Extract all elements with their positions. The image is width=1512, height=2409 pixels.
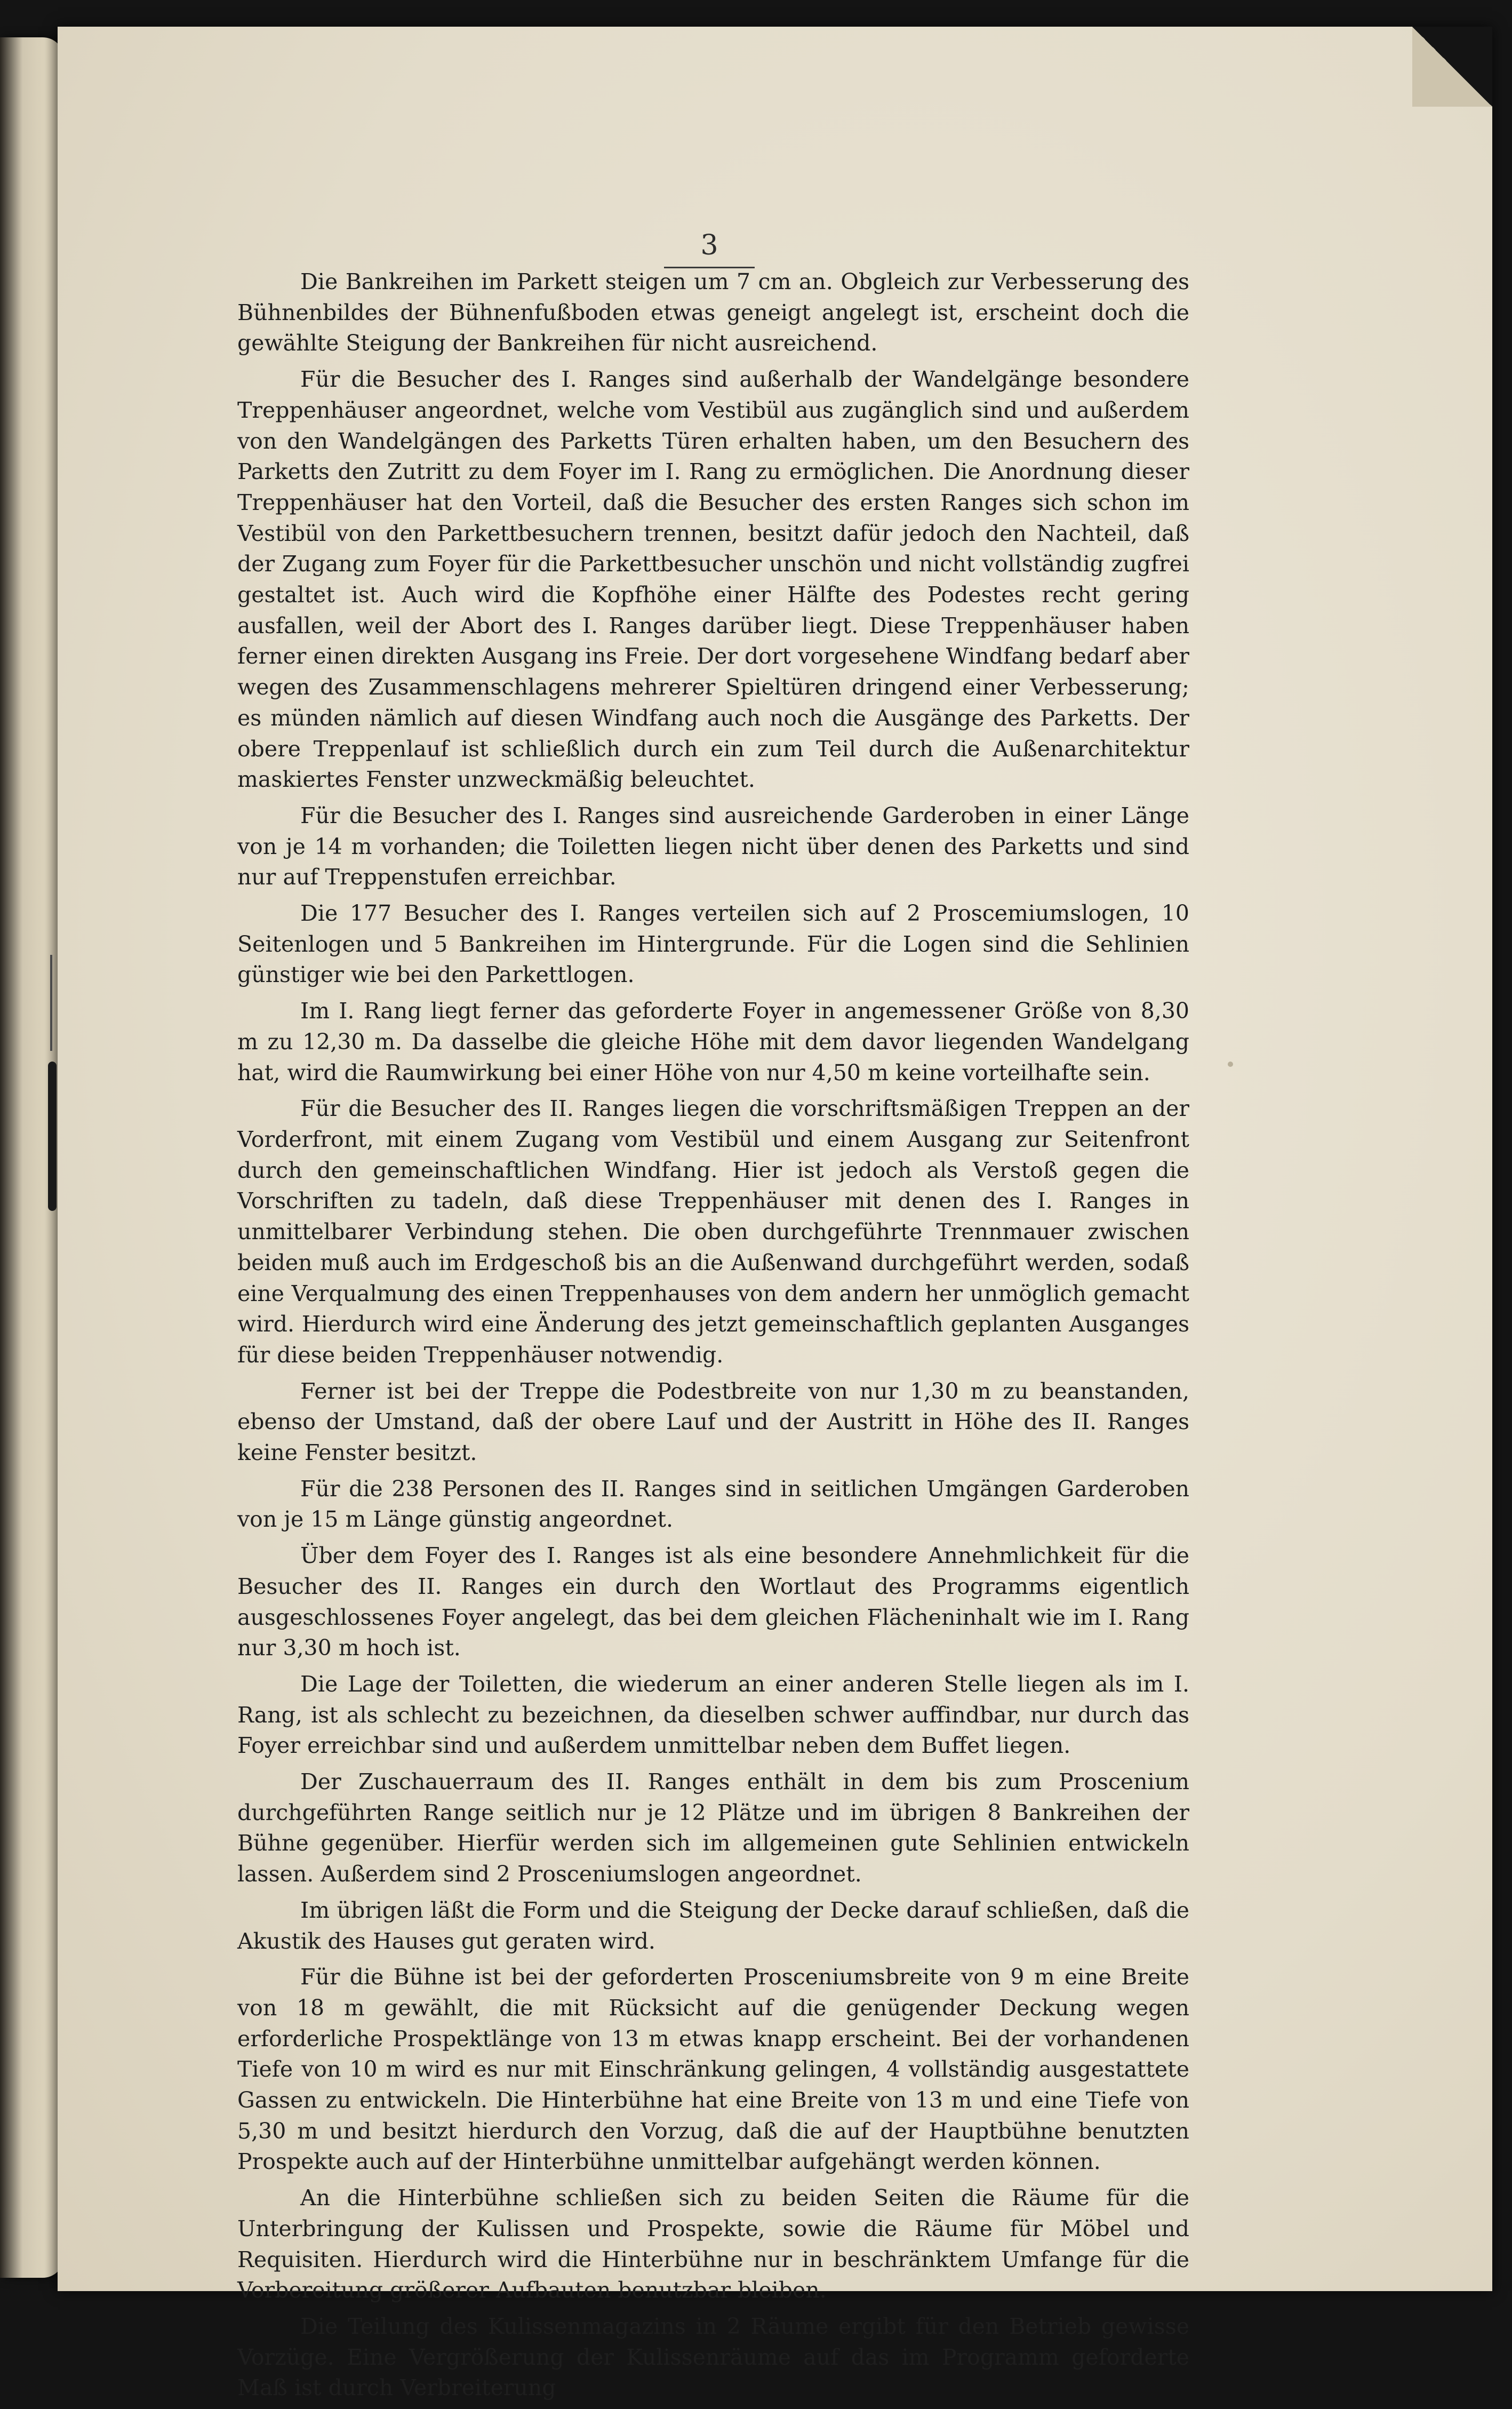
- paragraph: Für die Besucher des I. Ranges sind außerhalb der Wandelgänge besondere Treppenhäuser angeordnet, welche vom Vestibül aus zugänglich sind und außerdem von den Wandelgängen des Parketts Türen erhalten haben, um den Besuchern des Parketts den Zutritt zu dem Foyer im I. Rang zu ermöglichen. Die Anordnung dieser Treppenhäuser hat den Vorteil, daß die Besucher des ersten Ranges sich schon im Vestibül von den Parkettbesuchern trennen, besitzt dafür jedoch den Nachteil, daß der Zugang zum Foyer für die Parkettbesucher unschön und nicht vollständig zugfrei gestaltet ist. Auch wird die Kopfhöhe einer Hälfte des Podestes recht gering ausfallen, weil der Abort des I. Ranges darüber liegt. Diese Treppenhäuser haben ferner einen direkten Ausgang ins Freie. Der dort vorgesehene Windfang bedarf aber wegen des Zusammenschlagens mehrerer Spieltüren dringend einer Verbesserung; es münden nämlich auf diesen Windfang auch noch die Ausgänge des Parketts. Der obere Treppenlauf ist schließlich durch ein zum Teil durch die Außenarchitektur maskiertes Fenster unzweckmäßig beleuchtet.: [237, 366, 1189, 793]
- paper-spot: [1228, 1062, 1233, 1067]
- paragraph: Im übrigen läßt die Form und die Steigung der Decke darauf schließen, daß die Akustik des Hauses gut geraten wird.: [237, 1897, 1189, 1954]
- paragraph: Die Bankreihen im Parkett steigen um 7 cm an. Obgleich zur Verbesserung des Bühnenbildes der Bühnenfußboden etwas geneigt angelegt ist, erscheint doch die gewählte Steigung der Bankreihen für nicht ausreichend.: [237, 269, 1189, 356]
- paragraph: Die Teilung des Kulissenmagazins in 2 Räume ergibt für den Betrieb gewisse Vorzüge. Eine Vergrößerung der Kulissenräume auf das im Programm geforderte Maß ist durch Verbreiterung: [237, 2314, 1189, 2401]
- page-number: 3: [664, 229, 755, 268]
- paragraph: Im I. Rang liegt ferner das geforderte Foyer in angemessener Größe von 8,30 m zu 12,30 m. Da dasselbe die gleiche Höhe mit dem davor liegenden Wandelgang hat, wird die Raumwirkung bei einer Höhe von nur 4,50 m keine vorteilhafte sein.: [237, 998, 1189, 1086]
- paragraph: Über dem Foyer des I. Ranges ist als eine besondere Annehmlichkeit für die Besucher des II. Ranges ein durch den Wortlaut des Programms eigentlich ausgeschlossenes Foyer angelegt, das bei dem gleichen Flächeninhalt wie im I. Rang nur 3,30 m hoch ist.: [237, 1543, 1189, 1661]
- bookmark-ribbon: [48, 1062, 57, 1211]
- paragraph: An die Hinterbühne schließen sich zu beiden Seiten die Räume für die Unterbringung der Kulissen und Prospekte, sowie die Räume für Möbel und Requisiten. Hierdurch wird die Hinterbühne nur in beschränktem Umfange für die Vorbereitung größerer Aufbauten benutzbar bleiben.: [237, 2185, 1189, 2303]
- paragraph: Für die Bühne ist bei der geforderten Prosceniumsbreite von 9 m eine Breite von 18 m gewählt, die mit Rücksicht auf die genügender Deckung wegen erforderliche Prospektlänge von 13 m etwas knapp erscheint. Bei der vorhandenen Tiefe von 10 m wird es nur mit Einschränkung gelingen, 4 vollständig ausgestattete Gassen zu entwickeln. Die Hinterbühne hat eine Breite von 13 m und eine Tiefe von 5,30 m und besitzt hierdurch den Vorzug, daß die auf der Hauptbühne benutzten Prospekte auch auf der Hinterbühne unmittelbar aufgehängt werden können.: [237, 1964, 1189, 2175]
- paragraph: Für die Besucher des II. Ranges liegen die vorschriftsmäßigen Treppen an der Vorderfront, mit einem Zugang vom Vestibül und einem Ausgang zur Seitenfront durch den gemeinschaftlichen Windfang. Hier ist jedoch als Verstoß gegen die Vorschriften zu tadeln, daß diese Treppenhäuser mit denen des I. Ranges in unmittelbarer Verbindung stehen. Die oben durchgeführte Trennmauer zwischen beiden muß auch im Erdgeschoß bis an die Außenwand durchgeführt werden, sodaß eine Verqualmung des einen Treppenhauses von dem andern her unmöglich gemacht wird. Hierdurch wird eine Änderung des jetzt gemeinschaftlich geplanten Ausganges für diese beiden Treppenhäuser notwendig.: [237, 1096, 1189, 1368]
- paragraph: Die 177 Besucher des I. Ranges verteilen sich auf 2 Proscemiumslogen, 10 Seitenlogen und 5 Bankreihen im Hintergrunde. Für die Logen sind die Sehlinien günstiger wie bei den Parkettlogen.: [237, 900, 1189, 988]
- page-corner-fold: [1412, 27, 1492, 107]
- paragraph: Für die 238 Personen des II. Ranges sind in seitlichen Umgängen Garderoben von je 15 m Länge günstig angeordnet.: [237, 1475, 1189, 1533]
- paragraph: Die Lage der Toiletten, die wiederum an einer anderen Stelle liegen als im I. Rang, ist als schlecht zu bezeichnen, da dieselben schwer auffindbar, nur durch das Foyer erreichbar sind und außerdem unmittelbar neben dem Buffet liegen.: [237, 1671, 1189, 1759]
- paragraph: Der Zuschauerraum des II. Ranges enthält in dem bis zum Proscenium durchgeführten Range seitlich nur je 12 Plätze und im übrigen 8 Bankreihen der Bühne gegenüber. Hierfür werden sich im allgemeinen gute Sehlinien entwickeln lassen. Außerdem sind 2 Prosceniumslogen angeordnet.: [237, 1769, 1189, 1887]
- paragraph: Für die Besucher des I. Ranges sind ausreichende Garderoben in einer Länge von je 14 m vorhanden; die Toiletten liegen nicht über denen des Parketts und sind nur auf Treppenstufen erreichbar.: [237, 802, 1189, 890]
- paragraph: Ferner ist bei der Treppe die Podestbreite von nur 1,30 m zu beanstanden, ebenso der Umstand, daß der obere Lauf und der Austritt in Höhe des II. Ranges keine Fenster besitzt.: [237, 1378, 1189, 1466]
- body-text: [237, 267, 1189, 2409]
